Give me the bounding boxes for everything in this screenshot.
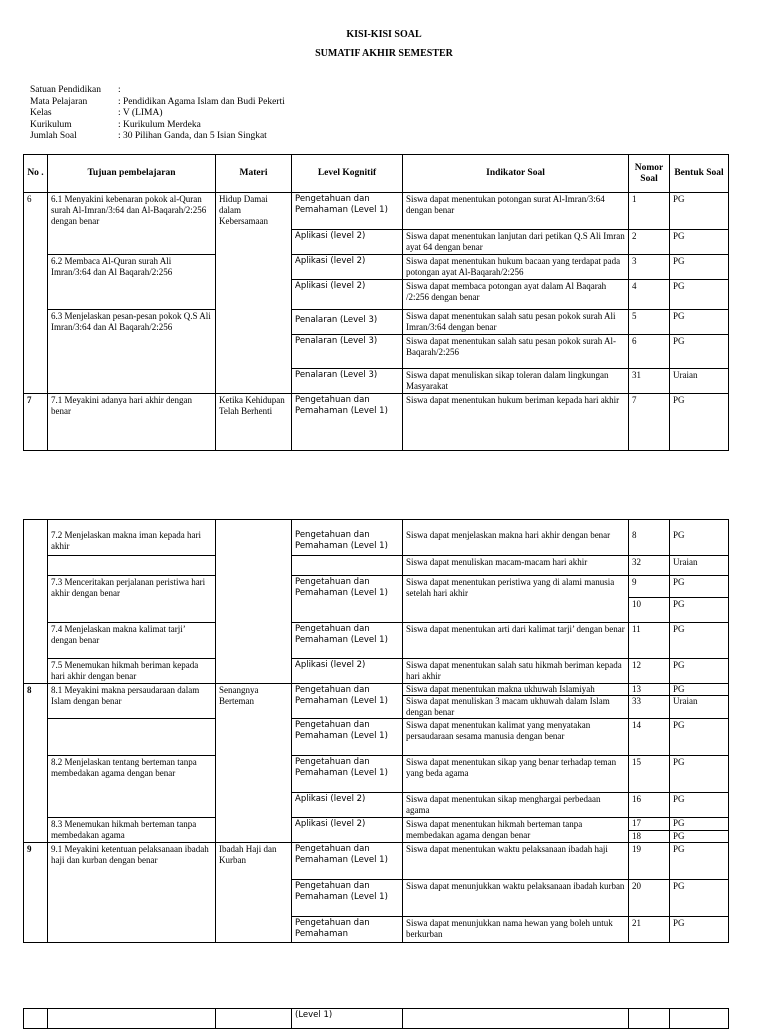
indikator-cell: Siswa dapat menentukan hukum bacaan yang terdapat pada potongan ayat Al-Baqarah/2:256 xyxy=(403,255,629,280)
bentuk-cell: PG xyxy=(670,310,729,335)
meta-row xyxy=(30,108,285,120)
indikator-cell: Siswa dapat menentukan salah satu pesan pokok surah Ali Imran/3:64 dengan benar xyxy=(403,310,629,335)
level-cell: Pengetahuan dan Pemahaman (Level 1) xyxy=(292,394,403,451)
bentuk-cell: PG xyxy=(670,335,729,369)
bentuk-cell xyxy=(670,1009,729,1029)
row-no: 6 xyxy=(24,193,48,394)
level-cell: Aplikasi (level 2) xyxy=(292,818,403,843)
tujuan-cell: 6.3 Menjelaskan pesan-pesan pokok Q.S Ali Imran/3:64 dan Al Baqarah/2:256 xyxy=(48,310,216,394)
nomor-cell: 19 xyxy=(629,843,670,880)
col-header-level: Level Kognitif xyxy=(292,155,403,193)
level-cell: (Level 1) xyxy=(292,1009,403,1029)
materi-cell xyxy=(216,520,292,684)
level-cell: Pengetahuan dan Pemahaman (Level 1) xyxy=(292,623,403,659)
meta-info xyxy=(30,85,285,143)
nomor-cell: 9 xyxy=(629,576,670,598)
nomor-cell: 33 xyxy=(629,696,670,719)
level-cell: Pengetahuan dan Pemahaman (Level 1) xyxy=(292,576,403,623)
level-cell: Aplikasi (level 2) xyxy=(292,793,403,818)
col-header-indikator: Indikator Soal xyxy=(403,155,629,193)
level-cell: Pengetahuan dan Pemahaman (Level 1) xyxy=(292,843,403,880)
indikator-cell: Siswa dapat menentukan sikap menghargai perbedaan agama xyxy=(403,793,629,818)
tujuan-cell: 8.3 Menemukan hikmah berteman tanpa membedakan agama xyxy=(48,818,216,843)
row-no: 7 xyxy=(24,394,48,451)
indikator-cell: Siswa dapat membaca potongan ayat dalam Al Baqarah /2:256 dengan benar xyxy=(403,280,629,310)
bentuk-cell: PG xyxy=(670,793,729,818)
meta-key: Kurikulum xyxy=(30,119,72,130)
indikator-cell: Siswa dapat menuliskan 3 macam ukhuwah dalam Islam dengan benar xyxy=(403,696,629,719)
bentuk-cell: PG xyxy=(670,756,729,793)
meta-value: : Kurikulum Merdeka xyxy=(118,119,201,130)
meta-key: Kelas xyxy=(30,108,52,118)
bentuk-cell: Uraian xyxy=(670,556,729,576)
meta-value: : xyxy=(118,85,121,95)
nomor-cell: 16 xyxy=(629,793,670,818)
indikator-cell: Siswa dapat menentukan hikmah berteman tanpa membedakan agama dengan benar xyxy=(403,818,629,843)
nomor-cell: 6 xyxy=(629,335,670,369)
indikator-cell: Siswa dapat menentukan peristiwa yang di alami manusia setelah hari akhir xyxy=(403,576,629,623)
nomor-cell: 5 xyxy=(629,310,670,335)
col-header-nomor: Nomor Soal xyxy=(629,155,670,193)
level-cell: Pengetahuan dan Pemahaman (Level 1) xyxy=(292,880,403,917)
nomor-cell: 32 xyxy=(629,556,670,576)
materi-cell: Ketika Kehidupan Telah Berhenti xyxy=(216,394,292,451)
nomor-cell: 4 xyxy=(629,280,670,310)
materi-cell xyxy=(216,1009,292,1029)
indikator-cell: Siswa dapat menentukan salah satu pesan pokok surah Al-Baqarah/2:256 xyxy=(403,335,629,369)
tujuan-cell xyxy=(48,556,216,576)
row-no: 8 xyxy=(24,684,48,843)
level-cell: Penalaran (Level 3) xyxy=(292,369,403,394)
indikator-cell: Siswa dapat menentukan waktu pelaksanaan ibadah haji xyxy=(403,843,629,880)
bentuk-cell: PG xyxy=(670,394,729,451)
tujuan-cell: 8.2 Menjelaskan tentang berteman tanpa membedakan agama dengan benar xyxy=(48,756,216,818)
indikator-cell: Siswa dapat menunjukkan waktu pelaksanaan ibadah kurban xyxy=(403,880,629,917)
tujuan-cell: 6.1 Menyakini kebenaran pokok al-Quran surah Al-Imran/3:64 dan Al-Baqarah/2:256 dengan benar xyxy=(48,193,216,255)
col-header-bentuk: Bentuk Soal xyxy=(670,155,729,193)
nomor-cell: 2 xyxy=(629,230,670,255)
bentuk-cell: PG xyxy=(670,193,729,230)
meta-row xyxy=(30,97,285,109)
bentuk-cell: PG xyxy=(670,520,729,556)
bentuk-cell: Uraian xyxy=(670,369,729,394)
indikator-cell: Siswa dapat menuliskan macam-macam hari akhir xyxy=(403,556,629,576)
level-cell: Pengetahuan dan Pemahaman (Level 1) xyxy=(292,756,403,793)
nomor-cell: 1 xyxy=(629,193,670,230)
nomor-cell: 15 xyxy=(629,756,670,793)
nomor-cell xyxy=(629,1009,670,1029)
level-cell: Aplikasi (level 2) xyxy=(292,280,403,310)
meta-value: : Pendidikan Agama Islam dan Budi Pekerti xyxy=(118,96,285,107)
bentuk-cell: PG xyxy=(670,255,729,280)
meta-key: Mata Pelajaran xyxy=(30,96,88,107)
level-cell: Penalaran (Level 3) xyxy=(292,310,403,335)
bentuk-cell: PG xyxy=(670,818,729,831)
nomor-cell: 31 xyxy=(629,369,670,394)
bentuk-cell: PG xyxy=(670,659,729,684)
nomor-cell: 14 xyxy=(629,719,670,756)
row-no: 9 xyxy=(24,843,48,943)
indikator-cell: Siswa dapat menentukan arti dari kalimat tarji’ dengan benar xyxy=(403,623,629,659)
level-cell: Pengetahuan dan Pemahaman (Level 1) xyxy=(292,719,403,756)
level-cell: Pengetahuan dan Pemahaman (Level 1) xyxy=(292,520,403,556)
bentuk-cell: PG xyxy=(670,598,729,623)
bentuk-cell: PG xyxy=(670,230,729,255)
bentuk-cell: PG xyxy=(670,280,729,310)
nomor-cell: 10 xyxy=(629,598,670,623)
col-header-no: No . xyxy=(24,155,48,193)
meta-row xyxy=(30,120,285,132)
nomor-cell: 13 xyxy=(629,684,670,696)
nomor-cell: 12 xyxy=(629,659,670,684)
tujuan-cell xyxy=(48,1009,216,1029)
indikator-cell: Siswa dapat menentukan hukum beriman kepada hari akhir xyxy=(403,394,629,451)
tujuan-cell: 7.3 Menceritakan perjalanan peristiwa hari akhir dengan benar xyxy=(48,576,216,623)
document-subtitle: SUMATIF AKHIR SEMESTER xyxy=(315,48,453,59)
bentuk-cell: PG xyxy=(670,684,729,696)
row-no xyxy=(24,1009,48,1029)
bentuk-cell: PG xyxy=(670,843,729,880)
bentuk-cell: PG xyxy=(670,917,729,943)
meta-key: Jumlah Soal xyxy=(30,131,77,141)
level-cell: Pengetahuan dan Pemahaman (Level 1) xyxy=(292,193,403,230)
bentuk-cell: PG xyxy=(670,576,729,598)
bentuk-cell: Uraian xyxy=(670,696,729,719)
level-cell: Pengetahuan dan Pemahaman xyxy=(292,917,403,943)
indikator-cell: Siswa dapat menentukan kalimat yang menyatakan persaudaraan sesama manusia dengan benar xyxy=(403,719,629,756)
tujuan-cell: 7.5 Menemukan hikmah beriman kepada hari akhir dengan benar xyxy=(48,659,216,684)
bentuk-cell: PG xyxy=(670,719,729,756)
kisi-table-2 xyxy=(23,519,729,943)
indikator-cell xyxy=(403,1009,629,1029)
kisi-table-1 xyxy=(23,154,729,451)
nomor-cell: 21 xyxy=(629,917,670,943)
tujuan-cell: 9.1 Meyakini ketentuan pelaksanaan ibadah haji dan kurban dengan benar xyxy=(48,843,216,943)
col-header-tujuan: Tujuan pembelajaran xyxy=(48,155,216,193)
meta-key: Satuan Pendidikan xyxy=(30,85,101,95)
indikator-cell: Siswa dapat menuliskan sikap toleran dalam lingkungan Masyarakat xyxy=(403,369,629,394)
nomor-cell: 8 xyxy=(629,520,670,556)
meta-row xyxy=(30,85,285,97)
indikator-cell: Siswa dapat menentukan salah satu hikmah beriman kepada hari akhir xyxy=(403,659,629,684)
indikator-cell: Siswa dapat menentukan makna ukhuwah Islamiyah xyxy=(403,684,629,696)
tujuan-cell xyxy=(48,719,216,756)
meta-row xyxy=(30,131,285,143)
row-no xyxy=(24,520,48,684)
meta-value: : 30 Pilihan Ganda, dan 5 Isian Singkat xyxy=(118,131,267,141)
tujuan-cell: 7.1 Meyakini adanya hari akhir dengan benar xyxy=(48,394,216,451)
meta-value: : V (LIMA) xyxy=(118,108,163,118)
bentuk-cell: PG xyxy=(670,880,729,917)
materi-cell: Senangnya Berteman xyxy=(216,684,292,843)
nomor-cell: 7 xyxy=(629,394,670,451)
kisi-table-3 xyxy=(23,1008,729,1029)
level-cell: Aplikasi (level 2) xyxy=(292,659,403,684)
indikator-cell: Siswa dapat menentukan lanjutan dari petikan Q.S Ali Imran ayat 64 dengan benar xyxy=(403,230,629,255)
indikator-cell: Siswa dapat menentukan potongan surat Al-Imran/3:64 dengan benar xyxy=(403,193,629,230)
tujuan-cell: 7.4 Menjelaskan makna kalimat tarji’ dengan benar xyxy=(48,623,216,659)
col-header-materi: Materi xyxy=(216,155,292,193)
level-cell xyxy=(292,556,403,576)
document-title: KISI-KISI SOAL xyxy=(346,29,422,40)
indikator-cell: Siswa dapat menunjukkan nama hewan yang boleh untuk berkurban xyxy=(403,917,629,943)
level-cell: Penalaran (Level 3) xyxy=(292,335,403,369)
indikator-cell: Siswa dapat menjelaskan makna hari akhir dengan benar xyxy=(403,520,629,556)
tujuan-cell: 7.2 Menjelaskan makna iman kepada hari akhir xyxy=(48,520,216,556)
tujuan-cell: 8.1 Meyakini makna persaudaraan dalam Islam dengan benar xyxy=(48,684,216,719)
nomor-cell: 3 xyxy=(629,255,670,280)
materi-cell: Hidup Damai dalam Kebersamaan xyxy=(216,193,292,394)
indikator-cell: Siswa dapat menentukan sikap yang benar terhadap teman yang beda agama xyxy=(403,756,629,793)
nomor-cell: 17 xyxy=(629,818,670,831)
nomor-cell: 18 xyxy=(629,830,670,843)
level-cell: Aplikasi (level 2) xyxy=(292,230,403,255)
level-cell: Pengetahuan dan Pemahaman (Level 1) xyxy=(292,684,403,719)
tujuan-cell: 6.2 Membaca Al-Quran surah Ali Imran/3:64 dan Al Baqarah/2:256 xyxy=(48,255,216,310)
level-cell: Aplikasi (level 2) xyxy=(292,255,403,280)
nomor-cell: 11 xyxy=(629,623,670,659)
nomor-cell: 20 xyxy=(629,880,670,917)
materi-cell: Ibadah Haji dan Kurban xyxy=(216,843,292,943)
bentuk-cell: PG xyxy=(670,623,729,659)
bentuk-cell: PG xyxy=(670,830,729,843)
